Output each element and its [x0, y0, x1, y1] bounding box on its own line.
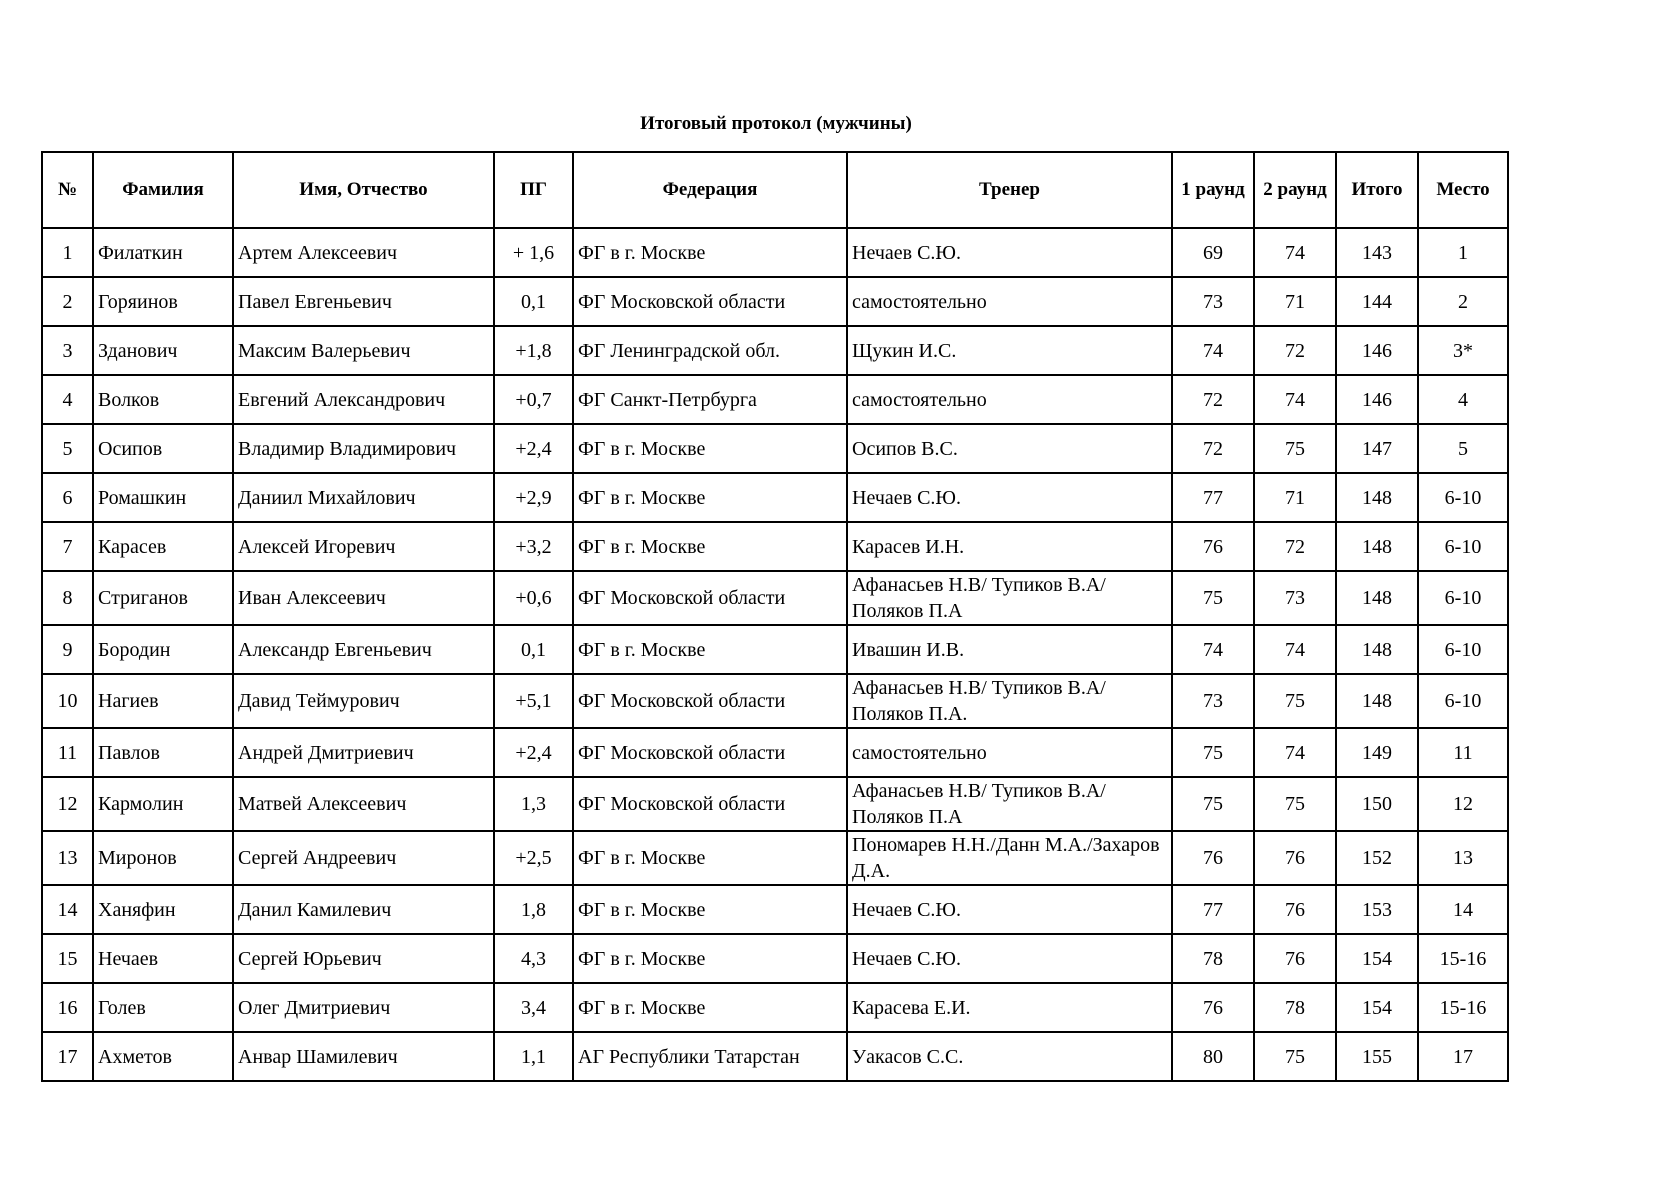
cell-federation: ФГ в г. Москве — [573, 831, 847, 885]
cell-total: 155 — [1336, 1032, 1418, 1081]
cell-round2: 75 — [1254, 424, 1336, 473]
cell-place: 3* — [1418, 326, 1508, 375]
cell-place: 12 — [1418, 777, 1508, 831]
cell-surname: Бородин — [93, 625, 233, 674]
table-row — [42, 522, 1508, 571]
cell-round2: 72 — [1254, 522, 1336, 571]
cell-place: 4 — [1418, 375, 1508, 424]
cell-place: 6-10 — [1418, 571, 1508, 625]
col-header-round2: 2 раунд — [1254, 152, 1336, 228]
cell-name: Алексей Игоревич — [233, 522, 494, 571]
cell-federation: ФГ в г. Москве — [573, 885, 847, 934]
cell-coach: Афанасьев Н.В/ Тупиков В.А/ Поляков П.А — [847, 571, 1172, 625]
cell-total: 153 — [1336, 885, 1418, 934]
cell-place: 6-10 — [1418, 625, 1508, 674]
col-header-total: Итого — [1336, 152, 1418, 228]
cell-round1: 74 — [1172, 625, 1254, 674]
cell-coach: самостоятельно — [847, 375, 1172, 424]
cell-total: 154 — [1336, 983, 1418, 1032]
cell-name: Евгений Александрович — [233, 375, 494, 424]
cell-surname: Кармолин — [93, 777, 233, 831]
cell-name: Александр Евгеньевич — [233, 625, 494, 674]
cell-number: 15 — [42, 934, 93, 983]
col-header-place: Место — [1418, 152, 1508, 228]
cell-surname: Зданович — [93, 326, 233, 375]
cell-number: 3 — [42, 326, 93, 375]
cell-handicap: 1,8 — [494, 885, 573, 934]
cell-round1: 73 — [1172, 674, 1254, 728]
cell-total: 143 — [1336, 228, 1418, 277]
table-row — [42, 934, 1508, 983]
cell-handicap: +2,5 — [494, 831, 573, 885]
cell-round1: 74 — [1172, 326, 1254, 375]
cell-handicap: + 1,6 — [494, 228, 573, 277]
cell-name: Сергей Юрьевич — [233, 934, 494, 983]
cell-name: Анвар Шамилевич — [233, 1032, 494, 1081]
cell-surname: Осипов — [93, 424, 233, 473]
col-header-handicap: ПГ — [494, 152, 573, 228]
cell-name: Олег Дмитриевич — [233, 983, 494, 1032]
cell-surname: Ханяфин — [93, 885, 233, 934]
cell-handicap: 0,1 — [494, 625, 573, 674]
table-row — [42, 831, 1508, 885]
cell-coach: Щукин И.С. — [847, 326, 1172, 375]
cell-federation: АГ Республики Татарстан — [573, 1032, 847, 1081]
cell-number: 14 — [42, 885, 93, 934]
cell-name: Давид Теймурович — [233, 674, 494, 728]
cell-round2: 73 — [1254, 571, 1336, 625]
cell-total: 144 — [1336, 277, 1418, 326]
cell-round2: 76 — [1254, 934, 1336, 983]
cell-name: Артем Алексеевич — [233, 228, 494, 277]
table-row — [42, 728, 1508, 777]
cell-number: 1 — [42, 228, 93, 277]
cell-coach: Нечаев С.Ю. — [847, 885, 1172, 934]
table-row — [42, 1032, 1508, 1081]
cell-coach: Осипов В.С. — [847, 424, 1172, 473]
cell-coach: Афанасьев Н.В/ Тупиков В.А/ Поляков П.А. — [847, 674, 1172, 728]
cell-round2: 72 — [1254, 326, 1336, 375]
cell-coach: Уакасов С.С. — [847, 1032, 1172, 1081]
cell-surname: Миронов — [93, 831, 233, 885]
cell-federation: ФГ в г. Москве — [573, 473, 847, 522]
cell-round2: 76 — [1254, 885, 1336, 934]
cell-round1: 75 — [1172, 777, 1254, 831]
cell-round2: 78 — [1254, 983, 1336, 1032]
cell-handicap: 3,4 — [494, 983, 573, 1032]
cell-federation: ФГ в г. Москве — [573, 522, 847, 571]
cell-coach: Карасева Е.И. — [847, 983, 1172, 1032]
table-row — [42, 983, 1508, 1032]
cell-number: 11 — [42, 728, 93, 777]
cell-name: Сергей Андреевич — [233, 831, 494, 885]
page-title: Итоговый протокол (мужчины) — [640, 113, 912, 134]
cell-handicap: +5,1 — [494, 674, 573, 728]
table-row — [42, 326, 1508, 375]
cell-coach: самостоятельно — [847, 728, 1172, 777]
cell-number: 7 — [42, 522, 93, 571]
col-header-round1: 1 раунд — [1172, 152, 1254, 228]
cell-number: 13 — [42, 831, 93, 885]
cell-round1: 73 — [1172, 277, 1254, 326]
cell-round1: 78 — [1172, 934, 1254, 983]
cell-coach: Карасев И.Н. — [847, 522, 1172, 571]
cell-round2: 75 — [1254, 1032, 1336, 1081]
cell-place: 15-16 — [1418, 934, 1508, 983]
cell-name: Иван Алексеевич — [233, 571, 494, 625]
cell-round1: 75 — [1172, 571, 1254, 625]
table-row — [42, 625, 1508, 674]
cell-round2: 74 — [1254, 728, 1336, 777]
col-header-federation: Федерация — [573, 152, 847, 228]
cell-handicap: +2,4 — [494, 424, 573, 473]
cell-total: 148 — [1336, 625, 1418, 674]
cell-round2: 71 — [1254, 277, 1336, 326]
table-row — [42, 473, 1508, 522]
cell-name: Максим Валерьевич — [233, 326, 494, 375]
cell-federation: ФГ Московской области — [573, 728, 847, 777]
cell-federation: ФГ в г. Москве — [573, 983, 847, 1032]
cell-name: Даниил Михайлович — [233, 473, 494, 522]
cell-total: 146 — [1336, 375, 1418, 424]
cell-place: 6-10 — [1418, 522, 1508, 571]
col-header-coach: Тренер — [847, 152, 1172, 228]
cell-place: 2 — [1418, 277, 1508, 326]
cell-place: 5 — [1418, 424, 1508, 473]
cell-coach: Нечаев С.Ю. — [847, 934, 1172, 983]
results-table — [41, 151, 1509, 1082]
cell-round1: 80 — [1172, 1032, 1254, 1081]
cell-surname: Павлов — [93, 728, 233, 777]
cell-place: 1 — [1418, 228, 1508, 277]
cell-surname: Волков — [93, 375, 233, 424]
cell-federation: ФГ Ленинградской обл. — [573, 326, 847, 375]
cell-total: 152 — [1336, 831, 1418, 885]
cell-place: 13 — [1418, 831, 1508, 885]
cell-total: 150 — [1336, 777, 1418, 831]
cell-handicap: +1,8 — [494, 326, 573, 375]
results-body — [42, 228, 1508, 1081]
cell-surname: Стриганов — [93, 571, 233, 625]
cell-federation: ФГ Санкт-Петрбурга — [573, 375, 847, 424]
cell-surname: Нечаев — [93, 934, 233, 983]
cell-number: 9 — [42, 625, 93, 674]
cell-handicap: +3,2 — [494, 522, 573, 571]
cell-number: 6 — [42, 473, 93, 522]
cell-round2: 75 — [1254, 674, 1336, 728]
cell-number: 8 — [42, 571, 93, 625]
table-row — [42, 375, 1508, 424]
cell-surname: Голев — [93, 983, 233, 1032]
cell-place: 14 — [1418, 885, 1508, 934]
cell-round2: 76 — [1254, 831, 1336, 885]
cell-number: 4 — [42, 375, 93, 424]
cell-handicap: +2,9 — [494, 473, 573, 522]
table-row — [42, 571, 1508, 625]
cell-round1: 77 — [1172, 473, 1254, 522]
table-row — [42, 228, 1508, 277]
cell-number: 2 — [42, 277, 93, 326]
table-row — [42, 674, 1508, 728]
cell-number: 10 — [42, 674, 93, 728]
cell-total: 148 — [1336, 473, 1418, 522]
col-header-name: Имя, Отчество — [233, 152, 494, 228]
cell-total: 148 — [1336, 522, 1418, 571]
cell-name: Андрей Дмитриевич — [233, 728, 494, 777]
cell-round1: 75 — [1172, 728, 1254, 777]
table-row — [42, 277, 1508, 326]
cell-total: 154 — [1336, 934, 1418, 983]
cell-round1: 76 — [1172, 983, 1254, 1032]
cell-round2: 71 — [1254, 473, 1336, 522]
cell-coach: Афанасьев Н.В/ Тупиков В.А/ Поляков П.А — [847, 777, 1172, 831]
cell-total: 147 — [1336, 424, 1418, 473]
cell-federation: ФГ в г. Москве — [573, 424, 847, 473]
cell-place: 6-10 — [1418, 473, 1508, 522]
cell-surname: Филаткин — [93, 228, 233, 277]
cell-federation: ФГ в г. Москве — [573, 228, 847, 277]
cell-place: 15-16 — [1418, 983, 1508, 1032]
cell-handicap: +0,7 — [494, 375, 573, 424]
cell-federation: ФГ Московской области — [573, 277, 847, 326]
cell-number: 16 — [42, 983, 93, 1032]
col-header-number: № — [42, 152, 93, 228]
cell-round1: 69 — [1172, 228, 1254, 277]
cell-coach: Пономарев Н.Н./Данн М.А./Захаров Д.А. — [847, 831, 1172, 885]
cell-coach: самостоятельно — [847, 277, 1172, 326]
cell-place: 11 — [1418, 728, 1508, 777]
cell-number: 5 — [42, 424, 93, 473]
cell-handicap: 1,3 — [494, 777, 573, 831]
cell-federation: ФГ Московской области — [573, 674, 847, 728]
cell-handicap: +0,6 — [494, 571, 573, 625]
cell-round2: 75 — [1254, 777, 1336, 831]
table-row — [42, 885, 1508, 934]
cell-name: Матвей Алексеевич — [233, 777, 494, 831]
cell-round1: 76 — [1172, 831, 1254, 885]
cell-federation: ФГ Московской области — [573, 571, 847, 625]
table-row — [42, 777, 1508, 831]
table-row — [42, 424, 1508, 473]
cell-handicap: +2,4 — [494, 728, 573, 777]
cell-handicap: 0,1 — [494, 277, 573, 326]
cell-round1: 72 — [1172, 424, 1254, 473]
cell-coach: Нечаев С.Ю. — [847, 228, 1172, 277]
cell-surname: Ромашкин — [93, 473, 233, 522]
cell-number: 12 — [42, 777, 93, 831]
cell-round2: 74 — [1254, 375, 1336, 424]
cell-total: 146 — [1336, 326, 1418, 375]
cell-total: 149 — [1336, 728, 1418, 777]
cell-round2: 74 — [1254, 625, 1336, 674]
cell-coach: Нечаев С.Ю. — [847, 473, 1172, 522]
cell-federation: ФГ Московской области — [573, 777, 847, 831]
header-row — [42, 152, 1508, 228]
cell-round2: 74 — [1254, 228, 1336, 277]
cell-federation: ФГ в г. Москве — [573, 625, 847, 674]
cell-surname: Ахметов — [93, 1032, 233, 1081]
cell-number: 17 — [42, 1032, 93, 1081]
cell-round1: 76 — [1172, 522, 1254, 571]
cell-handicap: 1,1 — [494, 1032, 573, 1081]
cell-name: Владимир Владимирович — [233, 424, 494, 473]
cell-total: 148 — [1336, 674, 1418, 728]
cell-place: 17 — [1418, 1032, 1508, 1081]
cell-place: 6-10 — [1418, 674, 1508, 728]
cell-coach: Ивашин И.В. — [847, 625, 1172, 674]
cell-surname: Нагиев — [93, 674, 233, 728]
cell-round1: 72 — [1172, 375, 1254, 424]
cell-federation: ФГ в г. Москве — [573, 934, 847, 983]
cell-surname: Горяинов — [93, 277, 233, 326]
cell-handicap: 4,3 — [494, 934, 573, 983]
cell-name: Павел Евгеньевич — [233, 277, 494, 326]
cell-name: Данил Камилевич — [233, 885, 494, 934]
cell-surname: Карасев — [93, 522, 233, 571]
cell-round1: 77 — [1172, 885, 1254, 934]
col-header-surname: Фамилия — [93, 152, 233, 228]
cell-total: 148 — [1336, 571, 1418, 625]
